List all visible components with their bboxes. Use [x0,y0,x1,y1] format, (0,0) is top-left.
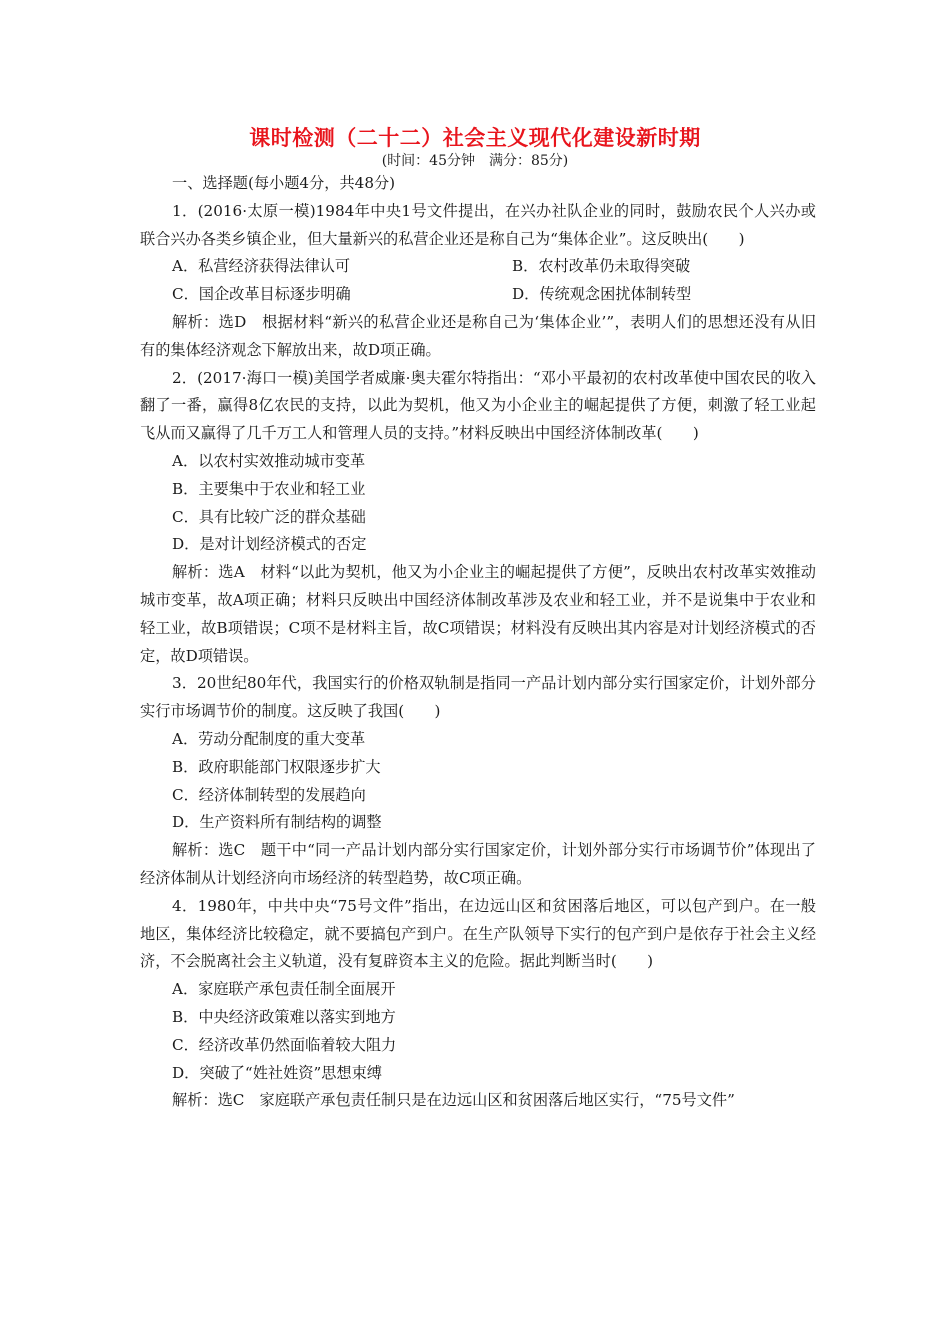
option-d: D．生产资料所有制结构的调整 [172,813,382,832]
option-b: B．农村改革仍未取得突破 [512,257,691,276]
question-stem: 4．1980年，中共中央“75号文件”指出，在边远山区和贫困落后地区，可以包产到户。在一般地区，集体经济比较稳定，就不要搞包产到户。在生产队领导下实行的包产到户是依存于社会主义经济，不会脱离社会主义轨道，没有复辟资本主义的危险。据此判断当时( ) [140,896,816,971]
option-c: C．经济体制转型的发展趋向 [172,785,366,804]
option-d: D．传统观念困扰体制转型 [512,285,692,304]
question-analysis: 解析：选D 根据材料“新兴的私营企业还是称自己为‘集体企业’”，表明人们的思想还没有从旧有的集体经济观念下解放出来，故D项正确。 [140,312,816,359]
option-row [140,253,816,281]
option-b: B．中央经济政策难以落实到地方 [172,1007,396,1026]
document-body [140,170,816,1115]
option-d: D．突破了“姓社姓资”思想束缚 [172,1063,382,1082]
question-stem: 2．(2017·海口一模)美国学者威廉·奥夫霍尔特指出：“邓小平最初的农村改革使中国农民的收入翻了一番，赢得8亿农民的支持，以此为契机，他又为小企业主的崛起提供了方便，刺激了轻工业起飞从而又赢得了几千万工人和管理人员的支持。”材料反映出中国经济体制改革( ) [140,368,816,443]
question-analysis: 解析：选C 题干中“同一产品计划内部分实行国家定价，计划外部分实行市场调节价”体现出了经济体制从计划经济向市场经济的转型趋势，故C项正确。 [140,841,816,887]
question-analysis: 解析：选C 家庭联产承包责任制只是在边远山区和贫困落后地区实行，“75号文件” [172,1091,735,1110]
option-a: A．私营经济获得法律认可 [172,257,351,276]
option-c: C．具有比较广泛的群众基础 [172,507,366,526]
time-score-info: (时间：45分钟 满分：85分) [381,153,569,169]
section-heading: 一、选择题(每小题4分，共48分) [172,174,396,192]
question-stem: 3．20世纪80年代，我国实行的价格双轨制是指同一产品计划内部分实行国家定价，计划外部分实行市场调节价的制度。这反映了我国( ) [140,674,816,721]
option-b: B．主要集中于农业和轻工业 [172,479,366,498]
option-a: A．劳动分配制度的重大变革 [172,729,366,748]
option-a: A．家庭联产承包责任制全面展开 [172,980,396,999]
page-title: 课时检测（二十二）社会主义现代化建设新时期 [249,126,701,150]
option-a: A．以农村实效推动城市变革 [172,451,366,470]
option-c: C．国企改革目标逐步明确 [172,285,351,304]
option-b: B．政府职能部门权限逐步扩大 [172,757,381,776]
option-d: D．是对计划经济模式的否定 [172,535,367,554]
question-stem: 1．(2016·太原一模)1984年中央1号文件提出，在兴办社队企业的同时，鼓励农民个人兴办或联合兴办各类乡镇企业，但大量新兴的私营企业还是称自己为“集体企业”。这反映出( ) [140,201,816,248]
option-row [140,281,816,309]
option-c: C．经济改革仍然面临着较大阻力 [172,1035,397,1054]
question-analysis: 解析：选A 材料“以此为契机，他又为小企业主的崛起提供了方便”，反映出农村改革实效推动城市变革，故A项正确；材料只反映出中国经济体制改革涉及农业和轻工业，并不是说集中于农业和轻工业，故B项错误；C项不是材料主旨，故C项错误；材料没有反映出其内容是对计划经济模式的否定，故D项错误。 [140,563,816,665]
